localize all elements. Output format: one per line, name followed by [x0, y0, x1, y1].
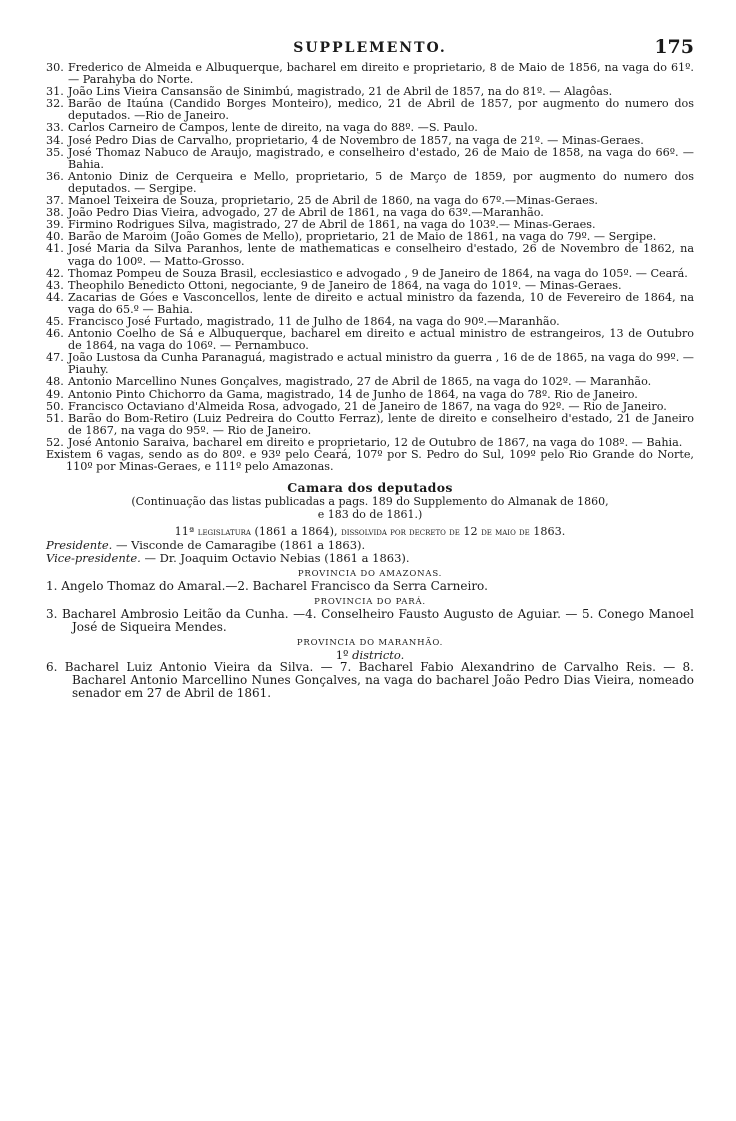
vice-president-line	[46, 552, 694, 565]
entry-number: 49.	[46, 387, 64, 401]
entry-number: 46.	[46, 327, 64, 341]
list-item	[46, 62, 694, 86]
entry-text: Barão de Itaúna (Candido Borges Monteiro), medico, 21 de Abril de 1857, por augmento do numero dos deputados. —Rio de Janeiro.	[68, 97, 694, 123]
entry-number: 50.	[46, 399, 64, 413]
entry-text: Francisco José Furtado, magistrado, 11 de Julho de 1864, na vaga do 90º.—Maranhão.	[68, 314, 560, 328]
deputies-maranhao: 6. Bacharel Luiz Antonio Vieira da Silva. — 7. Bacharel Fabio Alexandrino de Carvalho Reis. — 8. Bacharel Antonio Marcellino Nunes Gonçalves, na vaga do bacharel João Pedro Dias Vieira, nomeado senador em 27 de Abril de 1861.	[46, 660, 694, 701]
vice-president-name: — Dr. Joaquim Octavio Nebias (1861 a 1863).	[144, 551, 410, 566]
continuation-note-line1: (Continuação das listas publicadas a pags. 189 do Supplemento do Almanak de 1860,	[131, 495, 609, 509]
entry-number: 45.	[46, 314, 64, 328]
entry-number: 42.	[46, 266, 64, 280]
entry-text: Barão do Bom-Retiro (Luiz Pedreira do Coutto Ferraz), lente de direito e conselheiro d'estado, 21 de Janeiro de 1867, na vaga do 95º. — Rio de Janeiro.	[68, 411, 694, 437]
district-label: districto.	[352, 648, 405, 663]
legislature-word: legislatura	[197, 527, 251, 539]
page-header	[46, 36, 694, 62]
entry-text: Carlos Carneiro de Campos, lente de direito, na vaga do 88º. —S. Paulo.	[68, 121, 478, 135]
entry-text: José Maria da Silva Paranhos, lente de mathematicas e conselheiro d'estado, 26 de Novembro de 1862, na vaga do 100º. — Matto-Grosso.	[68, 242, 694, 268]
entry-text: Barão de Maroim (João Gomes de Mello), proprietario, 21 de Maio de 1861, na vaga do 79º. — Sergipe.	[68, 230, 657, 244]
list-item	[46, 171, 694, 195]
entry-text: João Pedro Dias Vieira, advogado, 27 de Abril de 1861, na vaga do 63º.—Maranhão.	[68, 206, 544, 220]
entry-text: Antonio Marcellino Nunes Gonçalves, magistrado, 27 de Abril de 1865, na vaga do 102º. — Maranhão.	[68, 375, 652, 389]
entry-number: 37.	[46, 194, 64, 208]
entry-number: 38.	[46, 206, 64, 220]
entry-text: Antonio Pinto Chichorro da Gama, magistrado, 14 de Junho de 1864, na vaga do 78º. Rio de Janeiro.	[68, 387, 638, 401]
entry-number: 33.	[46, 121, 64, 135]
page-number: 175	[654, 36, 694, 58]
province-amazonas: PROVINCIA DO AMAZONAS.	[297, 569, 443, 580]
entry-text: Manoel Teixeira de Souza, proprietario, 25 de Abril de 1860, na vaga do 67º.—Minas-Geraes.	[68, 194, 598, 208]
legislature-month: de maio de	[481, 527, 530, 539]
legislature-year: 1863.	[533, 525, 566, 539]
president-name: — Visconde de Camaragibe (1861 a 1863).	[115, 538, 366, 553]
deputies-amazonas: 1. Angelo Thomaz do Amaral.—2. Bacharel Francisco da Serra Carneiro.	[46, 579, 488, 594]
entry-number: 40.	[46, 230, 64, 244]
entry-text: Zacarias de Góes e Vasconcellos, lente de direito e actual ministro da fazenda, 10 de Fevereiro de 1864, na vaga do 65.º — Bahia.	[68, 290, 694, 316]
legislature-number: 11ª	[174, 525, 195, 539]
entry-number: 32.	[46, 97, 64, 111]
list-item	[46, 328, 694, 352]
entry-number: 51.	[46, 411, 64, 425]
entry-text: José Pedro Dias de Carvalho, proprietario, 4 de Novembro de 1857, na vaga de 21º. — Minas-Geraes.	[68, 133, 644, 147]
continuation-note-line2: e 183 do de 1861.)	[317, 508, 423, 522]
province-para: PROVINCIA DO PARÁ.	[314, 597, 426, 608]
list-item	[46, 413, 694, 437]
entry-number: 47.	[46, 351, 64, 365]
legislature-years: (1861 a 1864),	[254, 525, 338, 539]
entry-text: Antonio Diniz de Cerqueira e Mello, proprietario, 5 de Março de 1859, por augmento do numero dos deputados. — Sergipe.	[68, 169, 694, 195]
entry-text: Francisco Octaviano d'Almeida Rosa, advogado, 21 de Janeiro de 1867, na vaga do 92º. — Rio de Janeiro.	[68, 399, 667, 413]
district-number: 1º	[335, 648, 349, 663]
president-label: Presidente.	[46, 538, 113, 553]
running-title: SUPPLEMENTO.	[293, 40, 447, 56]
entry-number: 41.	[46, 242, 64, 256]
entry-text: José Thomaz Nabuco de Araujo, magistrado, e conselheiro d'estado, 26 de Maio de 1858, na vaga do 66º. — Bahia.	[68, 145, 694, 171]
entry-number: 31.	[46, 85, 64, 99]
entry-number: 39.	[46, 218, 64, 232]
entry-number: 48.	[46, 375, 64, 389]
entry-text: José Antonio Saraiva, bacharel em direito e proprietario, 12 de Outubro de 1867, na vaga do 108º. — Bahia.	[68, 435, 683, 449]
province-maranhao: PROVINCIA DO MARANHÃO.	[296, 638, 444, 649]
entry-text: João Lustosa da Cunha Paranaguá, magistrado e actual ministro da guerra , 16 de de 1865, na vaga do 99º. — Piauhy.	[68, 351, 694, 377]
list-item	[46, 147, 694, 171]
list-item	[46, 292, 694, 316]
entry-text: Antonio Coelho de Sá e Albuquerque, bacharel em direito e actual ministro de estrangeiros, 13 de Outubro de 1864, na vaga do 106º. — Pernambuco.	[68, 327, 694, 353]
entry-text: Thomaz Pompeu de Souza Brasil, ecclesiastico e advogado , 9 de Janeiro de 1864, na vaga do 105º. — Ceará.	[68, 266, 688, 280]
list-item	[46, 243, 694, 267]
legislature-heading	[46, 525, 694, 539]
entry-number: 34.	[46, 133, 64, 147]
list-item	[46, 352, 694, 376]
legislature-dissolved: dissolvida por decreto de	[341, 527, 460, 539]
deputies-para: 3. Bacharel Ambrosio Leitão da Cunha. —4. Conselheiro Fausto Augusto de Aguiar. — 5. Conego Manoel José de Siqueira Mendes.	[46, 607, 694, 635]
legislature-day: 12	[463, 525, 478, 539]
document-page	[46, 36, 694, 701]
entry-number: 36.	[46, 169, 64, 183]
section-title: Camara dos deputados	[287, 480, 453, 496]
entry-number: 35.	[46, 145, 64, 159]
list-item	[46, 98, 694, 122]
entry-text: Theophilo Benedicto Ottoni, negociante, 9 de Janeiro de 1864, na vaga do 101º. — Minas-Geraes.	[68, 278, 622, 292]
entry-text: Frederico de Almeida e Albuquerque, bacharel em direito e proprietario, 8 de Maio de 1856, na vaga do 61º.— Parahyba do Norte.	[68, 61, 694, 87]
entry-text: Firmino Rodrigues Silva, magistrado, 27 de Abril de 1861, na vaga do 103º.— Minas-Geraes.	[68, 218, 596, 232]
entry-text: João Lins Vieira Cansansão de Sinimbú, magistrado, 21 de Abril de 1857, na do 81º. — Alagôas.	[68, 85, 613, 99]
entry-number: 52.	[46, 435, 64, 449]
entry-number: 43.	[46, 278, 64, 292]
vacancies-note: Existem 6 vagas, sendo as do 80º. e 93º pelo Ceará, 107º por S. Pedro do Sul, 109º pelo Rio Grande do Norte, 110º por Minas-Geraes, e 111º pelo Amazonas.	[46, 448, 694, 474]
senators-list	[46, 62, 694, 449]
vice-president-label: Vice-presidente.	[46, 551, 141, 566]
entry-number: 44.	[46, 290, 64, 304]
entry-number: 30.	[46, 61, 64, 74]
